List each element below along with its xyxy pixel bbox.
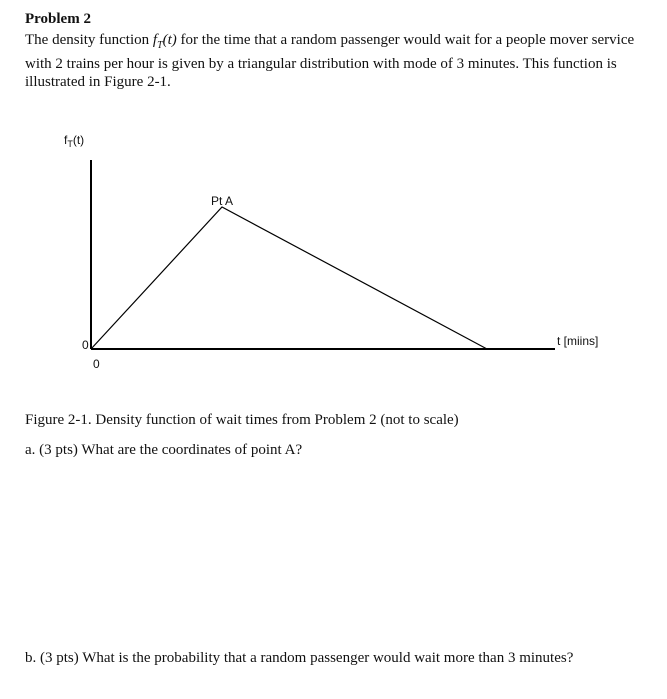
origin-y-label: 0 xyxy=(82,338,89,352)
density-triangle xyxy=(91,207,487,349)
point-a-label: Pt A xyxy=(211,194,234,208)
question-a: a. (3 pts) What are the coordinates of point A? xyxy=(25,442,303,458)
problem-title: Problem 2 xyxy=(25,11,91,27)
question-b: b. (3 pts) What is the probability that a random passenger would wait more than 3 minutes? xyxy=(25,650,574,666)
origin-x-label: 0 xyxy=(93,357,100,371)
y-axis-label: $f_T(t)$ xyxy=(64,133,85,149)
figure-caption: Figure 2-1. Density function of wait times from Problem 2 (not to scale) xyxy=(25,412,459,428)
problem-intro: The density function $f_T(t)$ for the time that a random passenger would wait for a people mover service with 2 trains per hour is given by a triangular distribution with mode of 3 minutes. This function is illustrated in Figure 2-1. xyxy=(25,32,635,90)
x-axis-label: t [miins] xyxy=(557,334,599,348)
